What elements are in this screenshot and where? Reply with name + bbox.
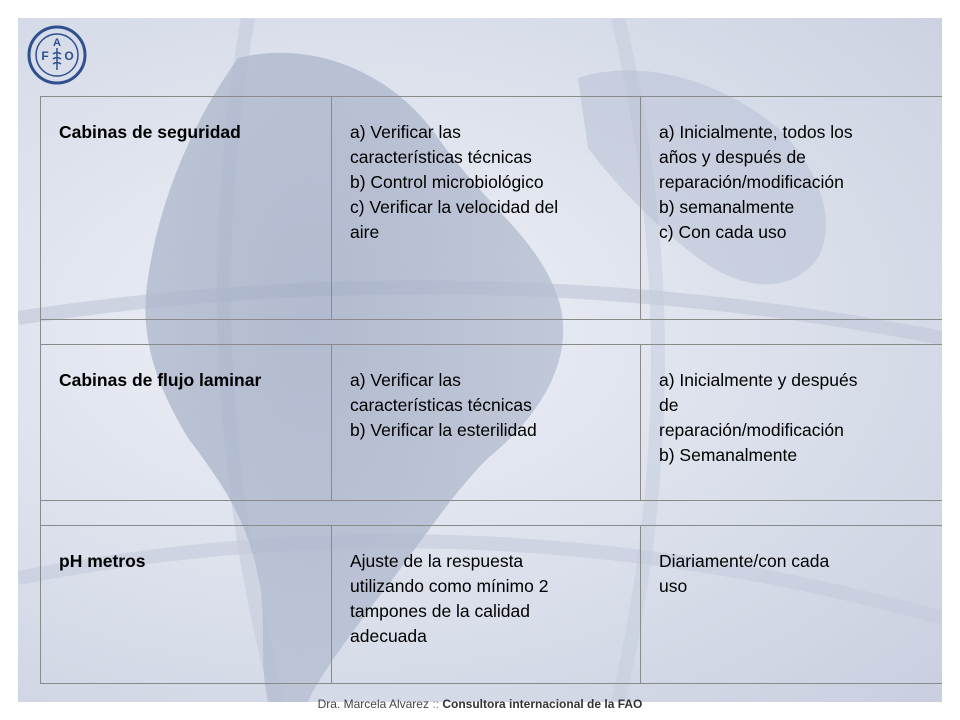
procedure-line: características técnicas bbox=[350, 395, 532, 415]
procedure-line: a) Verificar las bbox=[350, 370, 461, 390]
equipment-cell bbox=[41, 526, 332, 684]
procedure-line: tampones de la calidad bbox=[350, 601, 530, 621]
table-row bbox=[41, 97, 943, 320]
table-row bbox=[41, 345, 943, 501]
procedure-line: a) Verificar las bbox=[350, 122, 461, 142]
slide bbox=[18, 18, 942, 702]
maintenance-table-container bbox=[40, 96, 920, 684]
table-spacer-row bbox=[41, 501, 943, 526]
frequency-cell bbox=[641, 345, 943, 501]
procedure-cell bbox=[332, 97, 641, 320]
procedure-line: características técnicas bbox=[350, 147, 532, 167]
equipment-name: Cabinas de seguridad bbox=[59, 122, 241, 142]
footer-author: Dra. Marcela Alvarez bbox=[317, 697, 429, 711]
frequency-cell bbox=[641, 526, 943, 684]
spacer-cell bbox=[41, 501, 943, 526]
frequency-line: a) Inicialmente, todos los bbox=[659, 122, 853, 142]
equipment-cell bbox=[41, 97, 332, 320]
frequency-line: reparación/modificación bbox=[659, 172, 844, 192]
procedure-cell bbox=[332, 345, 641, 501]
frequency-line: uso bbox=[659, 576, 688, 596]
frequency-line: de bbox=[659, 395, 679, 415]
equipment-name: pH metros bbox=[59, 551, 146, 571]
frequency-line: b) semanalmente bbox=[659, 197, 795, 217]
svg-text:O: O bbox=[64, 49, 74, 63]
frequency-line: b) Semanalmente bbox=[659, 445, 798, 465]
footer-organization: Consultora internacional de la FAO bbox=[442, 697, 643, 711]
slide-footer bbox=[0, 697, 960, 711]
svg-text:A: A bbox=[53, 37, 61, 49]
procedure-line: adecuada bbox=[350, 626, 427, 646]
table-row bbox=[41, 526, 943, 684]
frequency-line: reparación/modificación bbox=[659, 420, 844, 440]
frequency-line: c) Con cada uso bbox=[659, 222, 787, 242]
equipment-cell bbox=[41, 345, 332, 501]
procedure-line: b) Verificar la esterilidad bbox=[350, 420, 537, 440]
procedure-line: Ajuste de la respuesta bbox=[350, 551, 524, 571]
svg-text:F: F bbox=[41, 49, 49, 63]
equipment-name: Cabinas de flujo laminar bbox=[59, 370, 262, 390]
procedure-line: aire bbox=[350, 222, 380, 242]
table-spacer-row bbox=[41, 320, 943, 345]
maintenance-table bbox=[40, 96, 942, 684]
procedure-line: c) Verificar la velocidad del bbox=[350, 197, 559, 217]
frequency-line: Diariamente/con cada bbox=[659, 551, 830, 571]
footer-separator: :: bbox=[432, 697, 439, 711]
procedure-line: utilizando como mínimo 2 bbox=[350, 576, 549, 596]
procedure-cell bbox=[332, 526, 641, 684]
fao-logo-icon bbox=[26, 24, 88, 86]
frequency-line: a) Inicialmente y después bbox=[659, 370, 858, 390]
procedure-line: b) Control microbiológico bbox=[350, 172, 544, 192]
spacer-cell bbox=[41, 320, 943, 345]
frequency-line: años y después de bbox=[659, 147, 806, 167]
frequency-cell bbox=[641, 97, 943, 320]
